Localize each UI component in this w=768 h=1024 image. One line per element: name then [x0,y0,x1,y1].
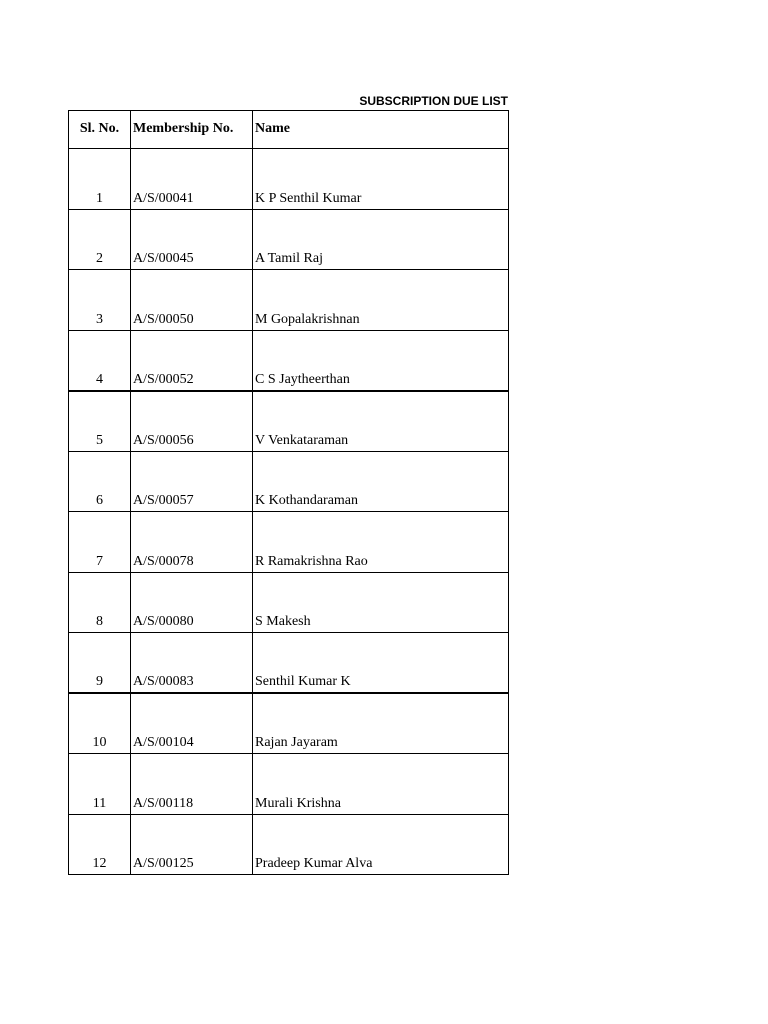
table-row [69,754,509,815]
cell-sl-no: 2 [69,209,131,270]
cell-name: R Ramakrishna Rao [253,512,509,573]
cell-sl-no: 7 [69,512,131,573]
table-row [69,270,509,331]
cell-name: A Tamil Raj [253,209,509,270]
cell-name: Pradeep Kumar Alva [253,814,509,875]
cell-membership-no: A/S/00045 [131,209,253,270]
cell-membership-no: A/S/00125 [131,814,253,875]
cell-membership-no: A/S/00118 [131,754,253,815]
cell-name: V Venkataraman [253,391,509,452]
cell-membership-no: A/S/00041 [131,149,253,210]
cell-name: S Makesh [253,572,509,633]
cell-sl-no: 6 [69,451,131,512]
table-row [69,814,509,875]
table-row [69,391,509,452]
header-sl-no: Sl. No. [69,111,131,149]
cell-name: K P Senthil Kumar [253,149,509,210]
cell-sl-no: 12 [69,814,131,875]
table-row [69,209,509,270]
cell-membership-no: A/S/00057 [131,451,253,512]
cell-membership-no: A/S/00104 [131,693,253,754]
cell-name: M Gopalakrishnan [253,270,509,331]
cell-sl-no: 10 [69,693,131,754]
header-membership-no: Membership No. [131,111,253,149]
cell-membership-no: A/S/00080 [131,572,253,633]
cell-name: Rajan Jayaram [253,693,509,754]
cell-sl-no: 8 [69,572,131,633]
subscription-due-table [68,110,509,875]
cell-membership-no: A/S/00083 [131,633,253,694]
table-row [69,512,509,573]
cell-membership-no: A/S/00078 [131,512,253,573]
table-row [69,572,509,633]
cell-sl-no: 3 [69,270,131,331]
cell-membership-no: A/S/00052 [131,330,253,391]
cell-sl-no: 1 [69,149,131,210]
table-row [69,330,509,391]
cell-sl-no: 5 [69,391,131,452]
table-row [69,633,509,694]
cell-sl-no: 4 [69,330,131,391]
table-row [69,451,509,512]
cell-sl-no: 9 [69,633,131,694]
cell-membership-no: A/S/00056 [131,391,253,452]
table-row [69,693,509,754]
cell-sl-no: 11 [69,754,131,815]
header-name: Name [253,111,509,149]
cell-name: Senthil Kumar K [253,633,509,694]
table-header-row [69,111,509,149]
page-title: SUBSCRIPTION DUE LIST [359,94,508,108]
cell-name: K Kothandaraman [253,451,509,512]
cell-name: C S Jaytheerthan [253,330,509,391]
cell-membership-no: A/S/00050 [131,270,253,331]
cell-name: Murali Krishna [253,754,509,815]
table-row [69,149,509,210]
